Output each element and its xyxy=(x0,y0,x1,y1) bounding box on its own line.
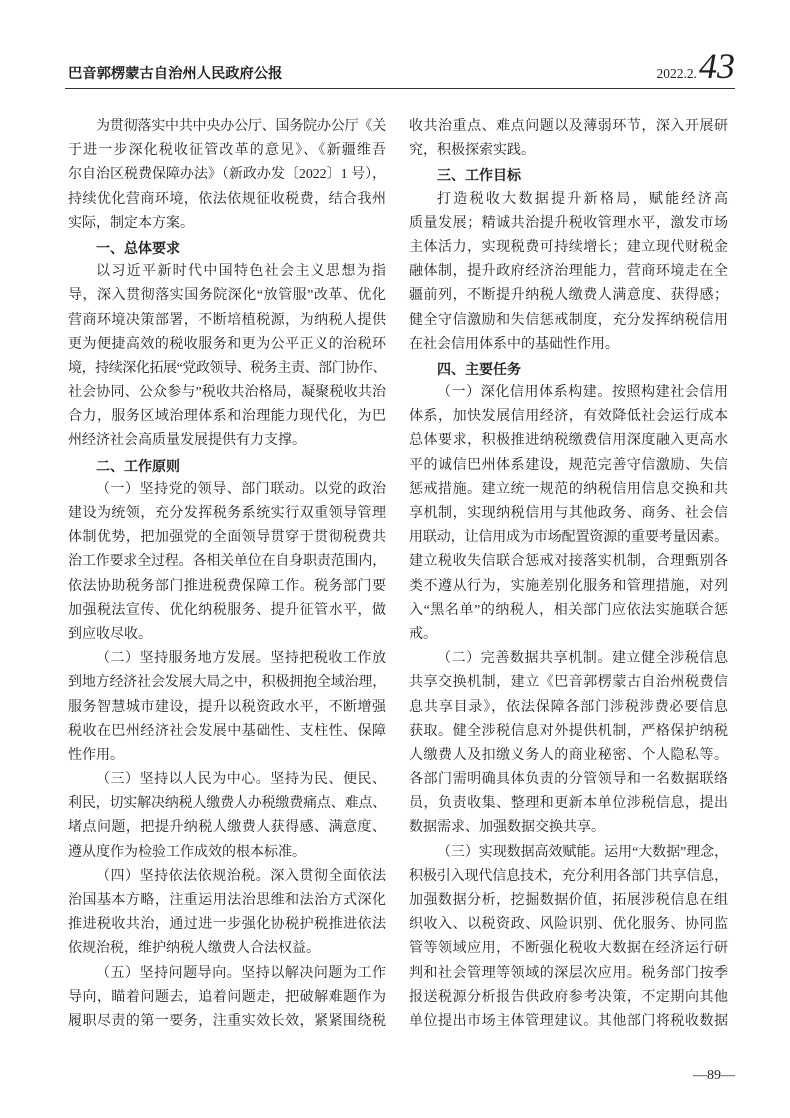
issue-info xyxy=(657,46,736,86)
text-line: 于进一步深化税收征管改革的意见》、《新疆维吾 xyxy=(68,143,386,159)
text-line: 在社会信用体系中的基础性作用。 xyxy=(409,336,619,352)
header-divider xyxy=(65,88,735,89)
text-line: （一）深化信用体系构建。按照构建社会信用 xyxy=(437,385,728,401)
text-line: 疆前列，不断提升纳税人缴费人满意度、获得感； xyxy=(409,288,728,304)
text-line: 戒。 xyxy=(409,626,437,642)
text-line: （二）完善数据共享机制。建立健全涉税信息 xyxy=(437,651,728,667)
text-line: 质量发展；精诚共治提升税收管理水平，激发市场 xyxy=(409,215,728,231)
text-line: 共享交换机制，建立《巴音郭楞蒙古自治州税费信 xyxy=(409,675,728,691)
text-line: 入“黑名单”的纳税人，相关部门应依法实施联合惩 xyxy=(409,602,728,618)
paragraph xyxy=(68,962,386,1035)
issue-number: 43 xyxy=(699,46,735,86)
text-line: 利民，切实解决纳税人缴费人办税缴费痛点、难点、 xyxy=(68,796,386,812)
paragraph xyxy=(68,647,386,768)
paragraph xyxy=(409,188,728,357)
section-heading xyxy=(409,357,728,381)
text-line: 合力，服务区域治理体系和治理能力现代化，为巴 xyxy=(68,409,386,425)
paragraph xyxy=(409,381,728,647)
paragraph xyxy=(409,647,728,841)
text-line: 社会协同、公众参与”税收共治格局，凝聚税收共治 xyxy=(68,385,386,401)
text-line: 尔自治区税费保障办法》（新政办发〔2022〕1 号）， xyxy=(68,167,386,183)
text-line: 类不遵从行为，实施差别化服务和管理措施，对列 xyxy=(409,578,728,594)
text-line: （二）坚持服务地方发展。坚持把税收工作放 xyxy=(96,651,386,667)
text-line: 打造税收大数据提升新格局，赋能经济高 xyxy=(437,191,728,207)
text-line: 导，深入贯彻落实国务院深化“放管服”改革、优化 xyxy=(68,288,386,304)
text-line: 更为便捷高效的税收服务和更为公平正义的治税环 xyxy=(68,336,386,352)
text-line: 惩戒措施。建立统一规范的纳税信用信息交换和共 xyxy=(409,481,728,497)
text-line: 获取。健全涉税信息对外提供机制，严格保护纳税 xyxy=(409,723,728,739)
text-line: 享机制，实现纳税信用与其他政务、商务、社会信 xyxy=(409,506,728,521)
text-line: 境，持续深化拓展“党政领导、税务主责、部门协作、 xyxy=(68,360,386,376)
text-line: 用联动，让信用成为市场配置资源的重要考量因素。 xyxy=(409,530,728,546)
text-line: （三）实现数据高效赋能。运用“大数据”理念， xyxy=(437,844,728,860)
text-line: 到应收尽收。 xyxy=(68,626,152,642)
text-line: 依规治税，维护纳税人缴费人合法权益。 xyxy=(68,941,320,957)
paragraph xyxy=(68,115,386,236)
right-text-column xyxy=(409,115,728,1034)
text-line: 人缴费人及扣缴义务人的商业秘密、个人隐私等。 xyxy=(409,747,728,763)
text-line: 主体活力，实现税费可持续增长；建立现代财税金 xyxy=(409,239,728,255)
text-line: 到地方经济社会发展大局之中，积极拥抱全域治理， xyxy=(68,675,386,691)
text-line: 究，积极探索实践。 xyxy=(409,143,535,159)
text-line: 实际，制定本方案。 xyxy=(68,215,194,231)
text-line: 以习近平新时代中国特色社会主义思想为指 xyxy=(96,264,386,280)
text-line: 州经济社会高质量发展提供有力支撑。 xyxy=(68,433,306,449)
text-line: 性作用。 xyxy=(68,747,124,763)
text-line: 积极引入现代信息技术，充分利用各部门共享信息， xyxy=(409,868,728,884)
text-line: 体系，加快发展信用经济，有效降低社会运行成本 xyxy=(409,409,728,425)
section-heading-text: 四、主要任务 xyxy=(437,360,521,377)
text-line: 判和社会管理等领域的深层次应用。税务部门按季 xyxy=(409,965,728,981)
text-line: 治工作要求全过程。各相关单位在自身职责范围内， xyxy=(68,554,386,570)
text-line: 融体制，提升政府经济治理能力，营商环境走在全 xyxy=(409,264,728,280)
text-line: 息共享目录》，依法保障各部门涉税涉费必要信息 xyxy=(409,699,728,715)
text-line: 体制优势，把加强党的全面领导贯穿于贯彻税费共 xyxy=(68,530,386,546)
text-line: 员，负责收集、整理和更新本单位涉税信息，提出 xyxy=(409,796,728,812)
text-line: 健全守信激励和失信惩戒制度，充分发挥纳税信用 xyxy=(409,312,728,328)
text-line: 治国基本方略，注重运用法治思维和法治方式深化 xyxy=(68,893,386,908)
text-line: 遵从度作为检验工作成效的根本标准。 xyxy=(68,844,306,860)
gazette-title: 巴音郭楞蒙古自治州人民政府公报 xyxy=(68,66,283,82)
text-line: （四）坚持依法依规治税。深入贯彻全面依法 xyxy=(96,868,386,884)
text-line: 总体要求，积极推进纳税缴费信用深度融入更高水 xyxy=(409,433,728,449)
section-heading xyxy=(68,236,386,260)
text-line: 建设为统领，充分发挥税务系统实行双重领导管理 xyxy=(68,506,386,521)
paragraph xyxy=(68,865,386,962)
issue-date: 2022.2. xyxy=(656,66,697,81)
text-line: （三）坚持以人民为中心。坚持为民、便民、 xyxy=(96,772,386,788)
text-line: 堵点问题，把提升纳税人缴费人获得感、满意度、 xyxy=(68,820,386,836)
paragraph xyxy=(409,841,728,1035)
paragraph xyxy=(68,260,386,454)
section-heading-text: 一、总体要求 xyxy=(96,239,180,256)
section-heading-text: 三、工作目标 xyxy=(437,167,521,184)
section-heading xyxy=(68,454,386,478)
text-line: 织收入、以税资政、风险识别、优化服务、协同监 xyxy=(409,917,728,933)
paragraph xyxy=(409,115,728,163)
paragraph xyxy=(68,478,386,647)
text-line: （五）坚持问题导向。坚持以解决问题为工作 xyxy=(96,965,386,981)
text-line: 报送税源分析报告供政府参考决策，不定期向其他 xyxy=(409,989,728,1005)
section-heading xyxy=(409,163,728,187)
text-line: 建立税收失信联合惩戒对接落实机制，合理甄别各 xyxy=(409,554,728,570)
text-line: 管等领域应用，不断强化税收大数据在经济运行研 xyxy=(409,941,728,957)
section-heading-text: 二、工作原则 xyxy=(96,457,180,474)
text-line: 推进税收共治，通过进一步强化协税护税推进依法 xyxy=(68,917,386,933)
text-line: 单位提出市场主体管理建议。其他部门将税收数据 xyxy=(409,1013,728,1029)
text-line: 履职尽责的第一要务，注重实效长效，紧紧围绕税 xyxy=(68,1013,386,1029)
paragraph xyxy=(68,768,386,865)
text-line: 各部门需明确具体负责的分管领导和一名数据联络 xyxy=(409,772,728,788)
text-line: 平的诚信巴州体系建设，规范完善守信激励、失信 xyxy=(409,457,728,473)
text-line: 为贯彻落实中共中央办公厅、国务院办公厅《关 xyxy=(96,119,386,134)
text-line: 加强数据分析，挖掘数据价值，拓展涉税信息在组 xyxy=(409,893,728,908)
text-line: 收共治重点、难点问题以及薄弱环节，深入开展研 xyxy=(409,119,728,134)
text-line: 税收在巴州经济社会发展中基础性、支柱性、保障 xyxy=(68,723,386,739)
text-line: （一）坚持党的领导、部门联动。以党的政治 xyxy=(96,481,386,497)
text-line: 加强税法宣传、优化纳税服务、提升征管水平，做 xyxy=(68,602,386,618)
text-line: 依法协助税务部门推进税费保障工作。税务部门要 xyxy=(68,578,386,594)
text-line: 导向，瞄着问题去，追着问题走，把破解难题作为 xyxy=(68,989,386,1005)
page-number: —89— xyxy=(693,1068,735,1083)
text-line: 营商环境决策部署，不断培植税源，为纳税人提供 xyxy=(68,312,386,328)
text-line: 服务智慧城市建设，提升以税资政水平，不断增强 xyxy=(68,699,386,715)
text-line: 持续优化营商环境，依法依规征收税费，结合我州 xyxy=(68,191,386,207)
text-line: 数据需求、加强数据交换共享。 xyxy=(409,820,605,836)
left-text-column xyxy=(68,115,386,1034)
